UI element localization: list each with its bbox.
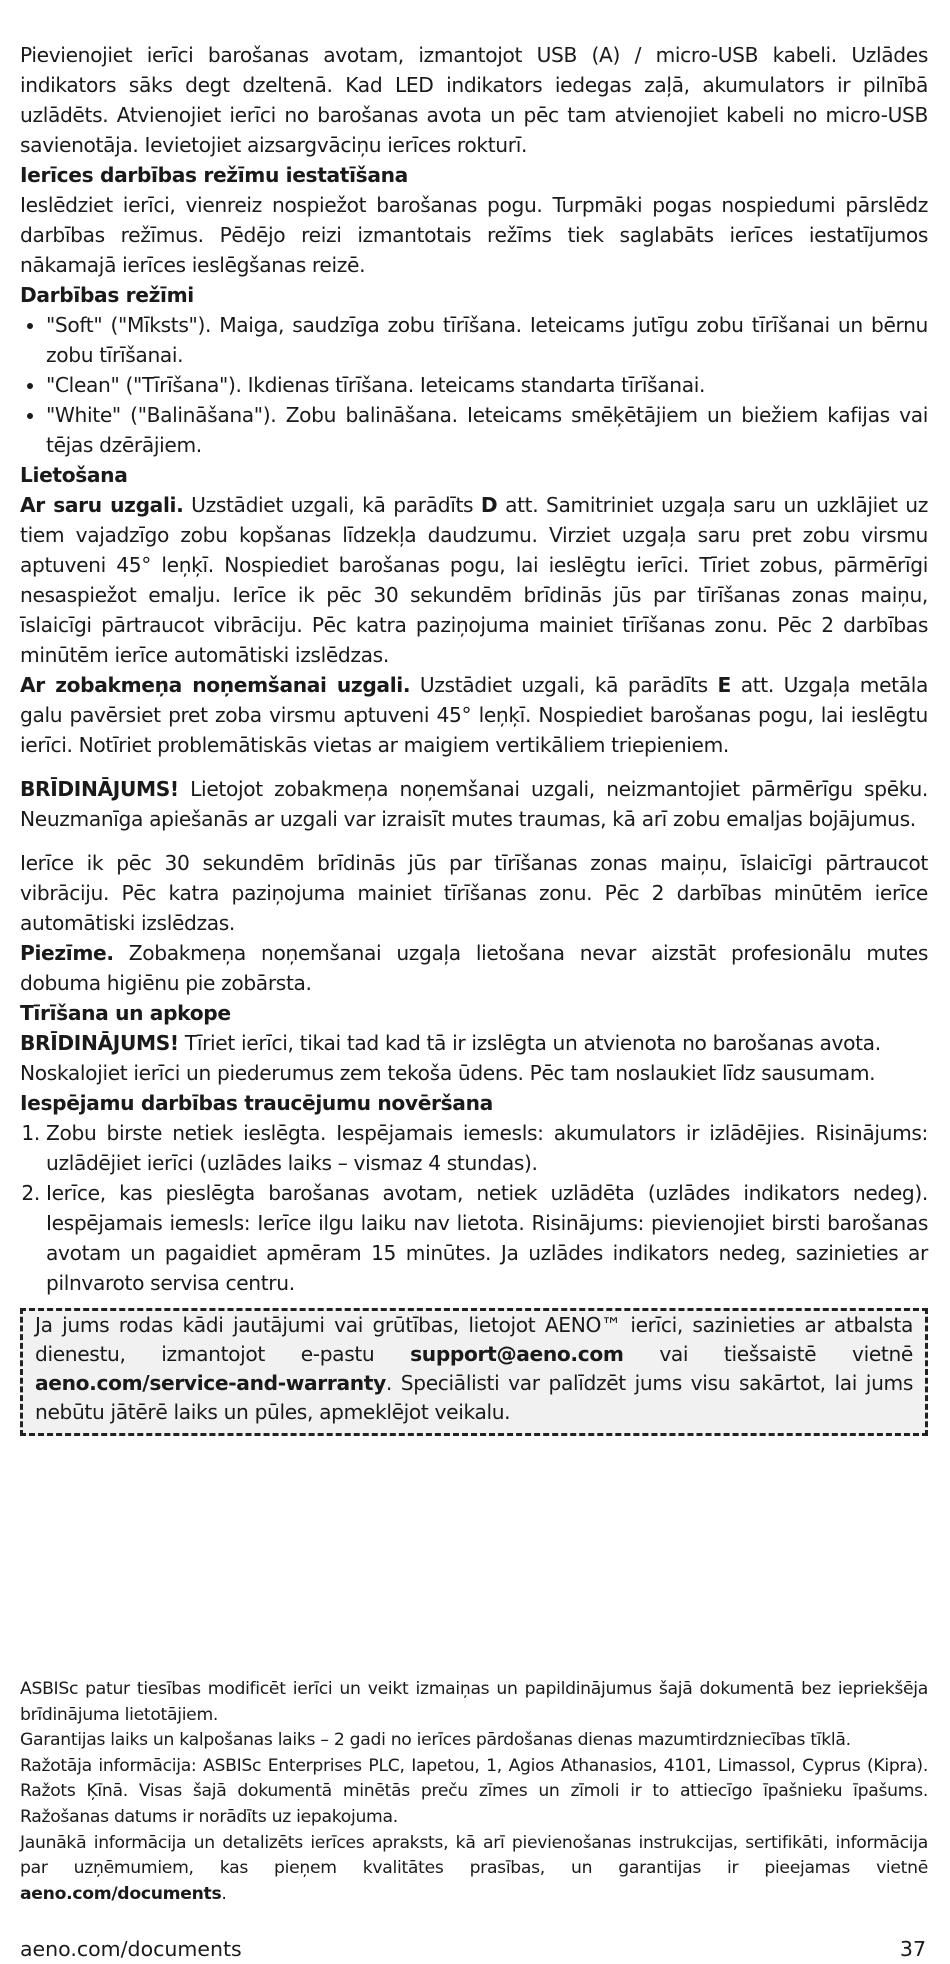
tartar-head-text-2: att. Uzgaļa metāla galu pavērsiet pret zoba virsmu aptuveni 45° leņķī. Nospiediet barošanas pogu, lai ieslēgtu ierīci. Notīriet problemātiskās vietas ar maigiem vertikāliem triepieniem. (20, 673, 929, 757)
modes-list (20, 310, 928, 460)
service-warranty-link[interactable]: aeno.com/service-and-warranty (35, 1371, 386, 1395)
note-text: Zobakmeņa noņemšanai uzgaļa lietošana nevar aizstāt profesionālu mutes dobuma higiēnu pie zobārsta. (20, 941, 928, 995)
documents-link[interactable]: aeno.com/documents (20, 1883, 222, 1904)
usage-heading: Lietošana (20, 463, 128, 487)
support-notice-box (20, 1308, 928, 1436)
documents-end: . (221, 1883, 227, 1904)
warranty-paragraph: Garantijas laiks un kalpošanas laiks – 2 gadi no ierīces pārdošanas dienas mazumtirdzniecības tīklā. (20, 1730, 851, 1751)
list-item: 2. Ierīce, kas pieslēgta barošanas avotam, netiek uzlādēta (uzlādes indikators nedeg). Iespējamais iemesls: Ierīce ilgu laiku nav lietota. Risinājums: pievienojiet birsti barošanas avotam un pagaidiet apmēram 15 minūtes. Ja uzlādes indikators nedeg, sazinieties ar pilnvaroto servisa centru. (46, 1178, 928, 1298)
cleaning-paragraph: Noskalojiet ierīci un piederumus zem tekoša ūdens. Pēc tam noslaukiet līdz sausumam. (20, 1061, 876, 1085)
support-text-1: Ja jums rodas kādi jautājumi vai grūtības, lietojot AENO™ ierīci, sazinieties ar atbalsta dienestu, izmantojot e-pastu (35, 1313, 913, 1366)
support-text-3: . Speciālisti var palīdzēt jums visu sakārtot, lai jums nebūtu jātērē laiks un pūles, apmeklējot veikalu. (35, 1371, 913, 1424)
documents-paragraph (20, 1831, 928, 1908)
tartar-head-paragraph (20, 670, 928, 760)
footer-url: aeno.com/documents (20, 1937, 242, 1961)
warning-lead: BRĪDINĀJUMS! (20, 777, 179, 801)
page-footer (20, 1936, 928, 1962)
troubleshooting-heading: Iespējamu darbības traucējumu novēršana (20, 1091, 493, 1115)
rights-paragraph: ASBISc patur tiesības modificēt ierīci un veikt izmaiņas un papildinājumus šajā dokumentā bez iepriekšēja brīdinājuma lietotājiem. (20, 1679, 928, 1725)
cleaning-warning-paragraph (20, 1028, 928, 1058)
list-item: • "Clean" ("Tīrīšana"). Ikdienas tīrīšana. Ieteicams standarta tīrīšanai. (46, 370, 928, 400)
cleaning-warning-lead: BRĪDINĀJUMS! (20, 1031, 179, 1055)
page-number: 37 (899, 1937, 926, 1961)
legal-footer (20, 1677, 928, 1907)
list-item: • "White" ("Balināšana"). Zobu balināšana. Ieteicams smēķētājiem un biežiem kafijas vai tējas dzērājiem. (46, 400, 928, 460)
support-text-2: vai tiešsaistē vietnē (623, 1342, 913, 1366)
brush-head-paragraph (20, 490, 928, 670)
tartar-head-lead: Ar zobakmeņa noņemšanai uzgali. (20, 673, 411, 697)
troubleshooting-list (20, 1118, 928, 1298)
manufacturer-paragraph: Ražotāja informācija: ASBISc Enterprises PLC, Iapetou, 1, Agios Athanasios, 4101, Limassol, Cyprus (Kipra). Ražots Ķīnā. Visas šajā dokumentā minētās preču zīmes un zīmoli ir to attiecīgo īpašnieku īpašums. Ražošanas datums ir norādīts uz iepakojuma. (20, 1755, 928, 1827)
charging-paragraph: Pievienojiet ierīci barošanas avotam, izmantojot USB (A) / micro-USB kabeli. Uzlādes indikators sāks degt dzeltenā. Kad LED indikators iedegas zaļā, akumulators ir pilnībā uzlādēts. Atvienojiet ierīci no barošanas avota un pēc tam atvienojiet kabeli no micro-USB savienotāja. Ievietojiet aizsargvāciņu ierīces rokturī. (20, 43, 928, 157)
note-paragraph (20, 938, 928, 998)
list-item: • "Soft" ("Mīksts"). Maiga, saudzīga zobu tīrīšana. Ieteicams jutīgu zobu tīrīšanai un bērnu zobu tīrīšanai. (46, 310, 928, 370)
modes-heading: Darbības režīmi (20, 283, 194, 307)
modes-setting-paragraph: Ieslēdziet ierīci, vienreiz nospiežot barošanas pogu. Turpmāki pogas nospiedumi pārslēdz darbības režīmus. Pēdējo reizi izmantotais režīms tiek saglabāts ierīces iestatījumos nākamajā ierīces ieslēgšanas reizē. (20, 193, 928, 277)
cleaning-warning-text: Tīriet ierīci, tikai tad kad tā ir izslēgta un atvienota no barošanas avota. (178, 1031, 881, 1055)
brush-head-text-2: att. Samitriniet uzgaļa saru un uzklājiet uz tiem vajadzīgo zobu kopšanas līdzekļa daudzumu. Virziet uzgaļa saru pret zobu virsmu aptuveni 45° leņķī. Nospiediet barošanas pogu, lai ieslēgtu ierīci. Tīriet zobus, pārmērīgi nesaspiežot emalju. Ierīce ik pēc 30 sekundēm brīdinās jūs par tīrīšanas zonas maiņu, īslaicīgi pārtraucot vibrāciju. Pēc katra paziņojuma mainiet tīrīšanas zonu. Pēc 2 darbības minūtēm ierīce automātiski izslēdzas. (20, 493, 928, 667)
documents-text: Jaunākā informācija un detalizēts ierīces apraksts, kā arī pievienošanas instrukcijas, sertifikāti, informācija par uzņēmumiem, kas pieņem kvalitātes prasības, un garantijas ir pieejamas vietnē (20, 1832, 928, 1879)
cleaning-heading: Tīrīšana un apkope (20, 1001, 231, 1025)
warning-paragraph (20, 774, 928, 834)
brush-head-text-1: Uzstādiet uzgali, kā parādīts (183, 493, 481, 517)
main-content (20, 40, 928, 1436)
interval-paragraph: Ierīce ik pēc 30 sekundēm brīdinās jūs par tīrīšanas zonas maiņu, īslaicīgi pārtraucot vibrāciju. Pēc katra paziņojuma mainiet tīrīšanas zonu. Pēc 2 darbības minūtēm ierīce automātiski izslēdzas. (20, 851, 928, 935)
figure-ref-e: E (717, 673, 731, 697)
note-lead: Piezīme. (20, 941, 114, 965)
figure-ref-d: D (480, 493, 498, 517)
tartar-head-text-1: Uzstādiet uzgali, kā parādīts (410, 673, 718, 697)
support-email-link[interactable]: support@aeno.com (410, 1342, 624, 1366)
warning-text: Lietojot zobakmeņa noņemšanai uzgali, neizmantojiet pārmērīgu spēku. Neuzmanīga apiešanās ar uzgali var izraisīt mutes traumas, kā arī zobu emaljas bojājumus. (20, 777, 928, 831)
brush-head-lead: Ar saru uzgali. (20, 493, 184, 517)
list-item: 1. Zobu birste netiek ieslēgta. Iespējamais iemesls: akumulators ir izlādējies. Risinājums: uzlādējiet ierīci (uzlādes laiks – vismaz 4 stundas). (46, 1118, 928, 1178)
modes-setting-heading: Ierīces darbības režīmu iestatīšana (20, 163, 408, 187)
